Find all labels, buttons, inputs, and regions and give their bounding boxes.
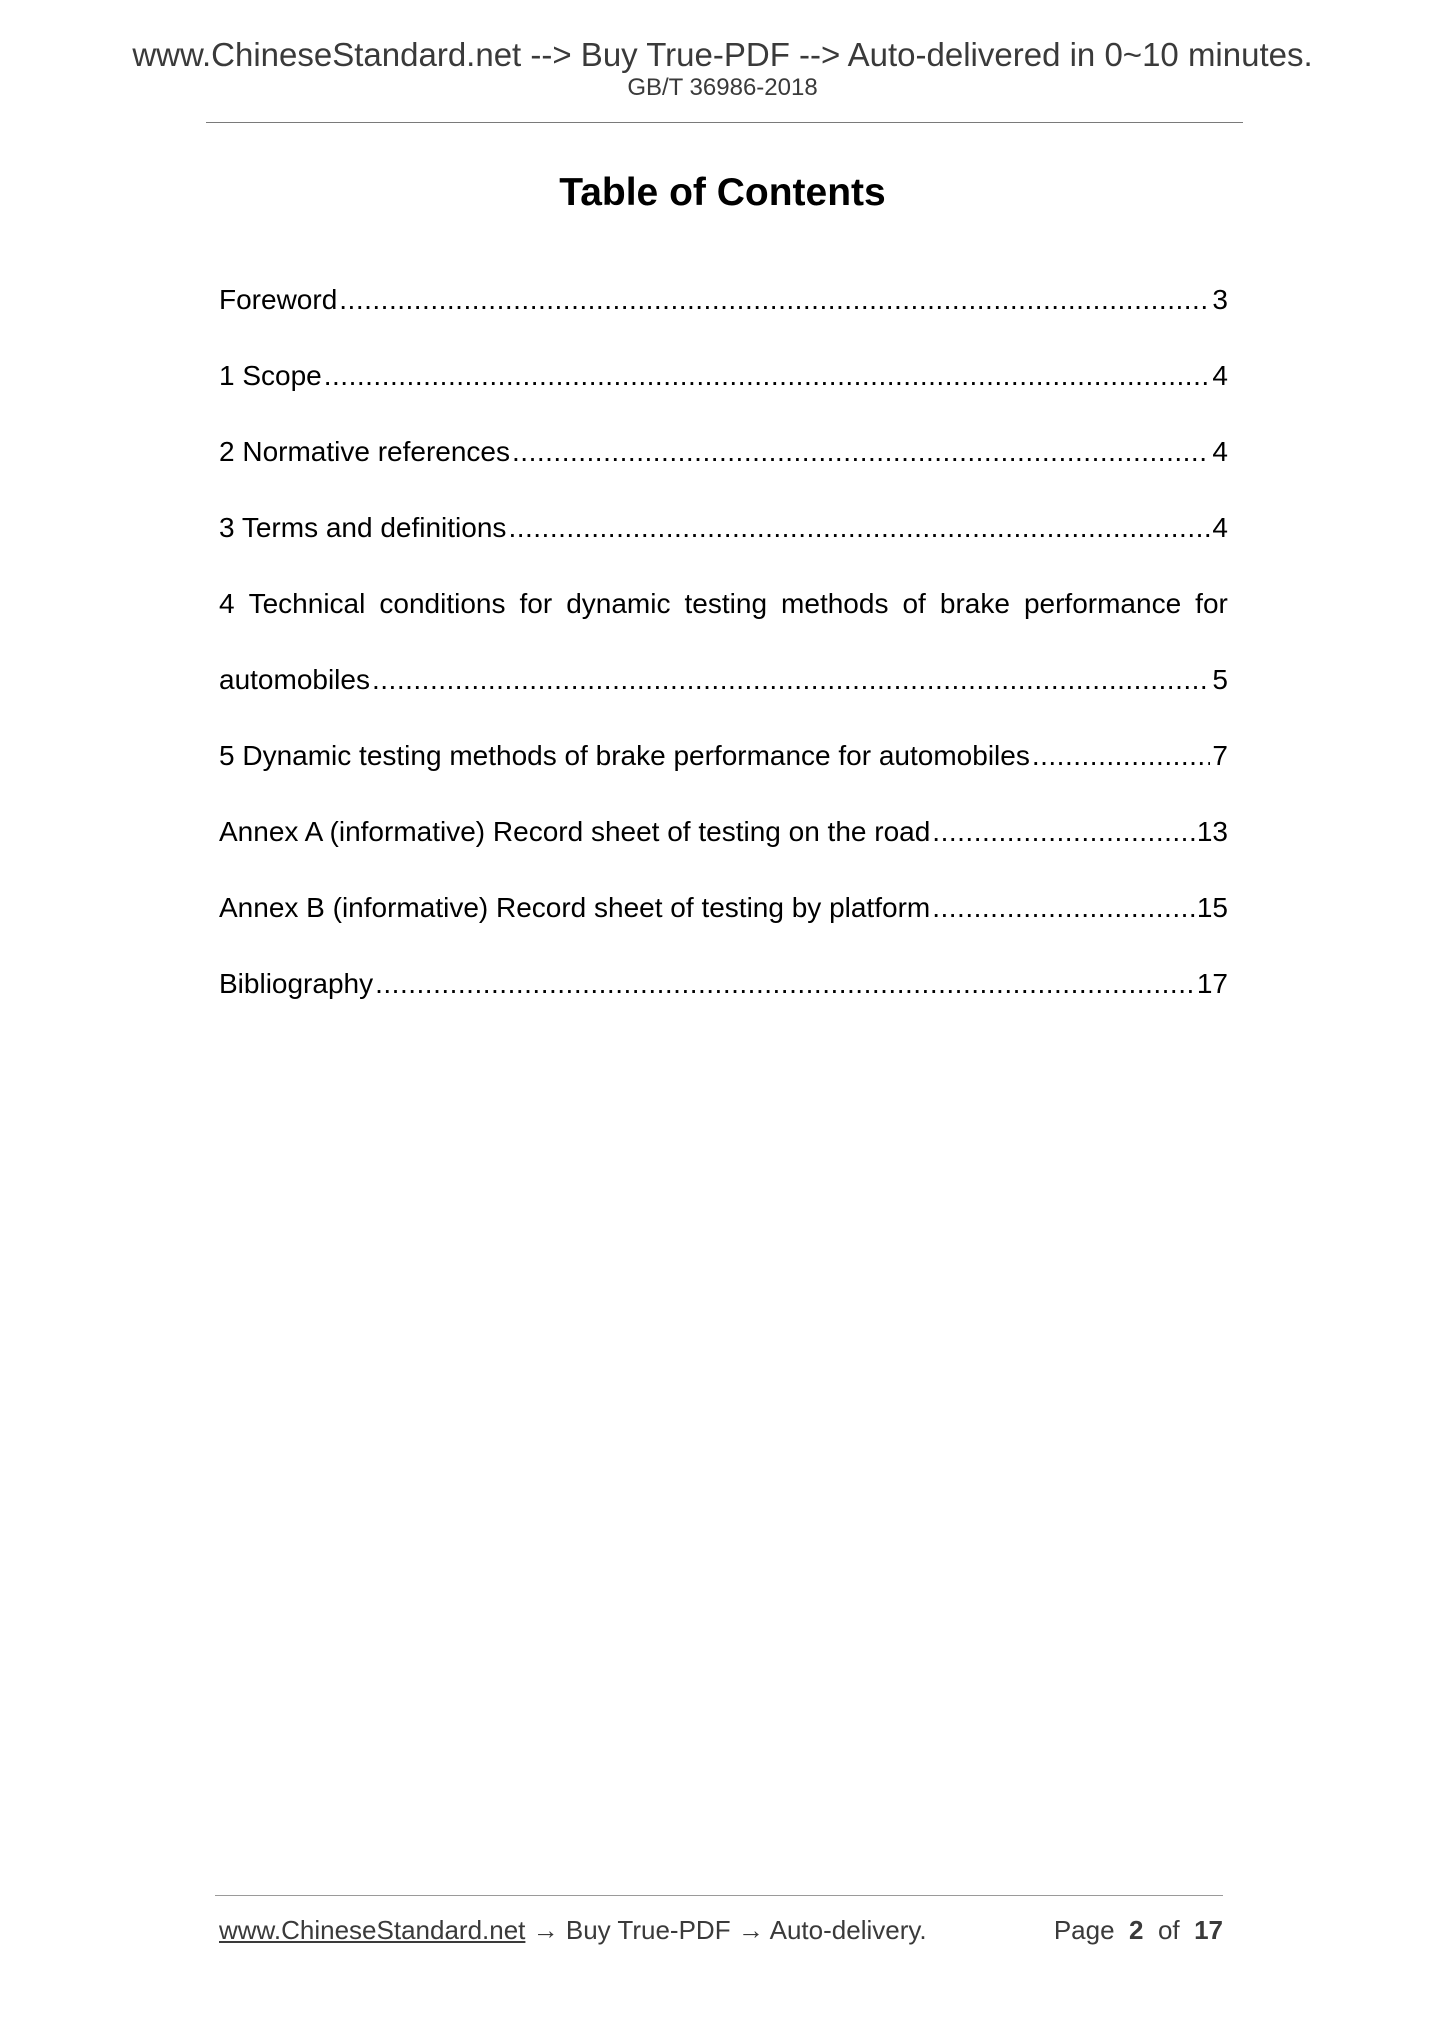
toc-page-number: 4 (1212, 360, 1228, 391)
footer-divider (215, 1895, 1223, 1896)
toc-dot-leader (508, 514, 1210, 542)
page-title: Table of Contents (559, 171, 886, 214)
toc-page-number: 7 (1212, 740, 1228, 771)
toc-entry-annex-a[interactable] (219, 818, 1228, 894)
toc-entry-dynamic-testing-methods[interactable] (219, 742, 1228, 818)
toc-entry-title: 3 Terms and definitions (219, 512, 507, 543)
toc-dot-leader (932, 894, 1195, 922)
toc-page-number: 4 (1212, 512, 1228, 543)
total-page-count: 17 (1194, 1915, 1223, 1945)
toc-dot-leader (324, 362, 1211, 390)
toc-entry-technical-conditions-line1[interactable] (219, 590, 1228, 666)
document-code: GB/T 36986-2018 (627, 74, 818, 101)
toc-entry-scope[interactable] (219, 362, 1228, 438)
toc-word: dynamic (566, 588, 671, 619)
toc-dot-leader (512, 438, 1210, 466)
header-divider (206, 122, 1243, 123)
page-word: Page (1053, 1915, 1115, 1945)
toc-word: conditions (379, 588, 506, 619)
toc-page-number: 17 (1196, 968, 1228, 999)
toc-entry-title: 1 Scope (219, 360, 322, 391)
toc-word: performance (1023, 588, 1182, 619)
toc-page-number: 15 (1196, 892, 1228, 923)
toc-entry-title: Annex A (informative) Record sheet of testing on the road (219, 816, 931, 847)
current-page-number: 2 (1129, 1915, 1144, 1945)
toc-dot-leader (932, 818, 1195, 846)
toc-word: Technical (248, 588, 366, 619)
toc-entry-foreword[interactable] (219, 286, 1228, 362)
table-of-contents (219, 286, 1228, 1046)
header-banner: www.ChineseStandard.net --> Buy True-PDF --> Auto-delivered in 0~10 minutes. (132, 36, 1313, 73)
toc-entry-title: 5 Dynamic testing methods of brake performance for automobiles (219, 740, 1030, 771)
toc-entry-title: Annex B (informative) Record sheet of testing by platform (219, 892, 931, 923)
toc-dot-leader (339, 286, 1210, 314)
toc-entry-normative-references[interactable] (219, 438, 1228, 514)
toc-word: of (902, 588, 926, 619)
toc-dot-leader (375, 970, 1195, 998)
page-indicator (1054, 1917, 1223, 1943)
toc-page-number: 13 (1196, 816, 1228, 847)
footer (219, 1917, 1223, 1943)
toc-entry-title: automobiles (219, 664, 370, 695)
toc-page-number: 4 (1212, 436, 1228, 467)
toc-word: brake (939, 588, 1010, 619)
toc-word: testing (684, 588, 768, 619)
toc-entry-terms-definitions[interactable] (219, 514, 1228, 590)
toc-entry-title: Bibliography (219, 968, 374, 999)
toc-entry-annex-b[interactable] (219, 894, 1228, 970)
toc-word: for (519, 588, 553, 619)
toc-dot-leader (1032, 742, 1211, 770)
of-word: of (1157, 1915, 1180, 1945)
arrow-right-icon: → (532, 1915, 559, 1945)
footer-delivery-text: Auto-delivery. (769, 1915, 927, 1945)
footer-buy-text: Buy True-PDF (565, 1915, 731, 1945)
toc-word: 4 (219, 588, 235, 619)
toc-dot-leader (372, 666, 1210, 694)
toc-entry-title: 2 Normative references (219, 436, 511, 467)
arrow-right-icon: → (737, 1915, 764, 1945)
toc-page-number: 5 (1212, 664, 1228, 695)
toc-page-number: 3 (1212, 284, 1228, 315)
toc-word: methods (781, 588, 889, 619)
toc-entry-title: Foreword (219, 284, 338, 315)
toc-entry-technical-conditions-line2[interactable] (219, 666, 1228, 742)
footer-site-link[interactable]: www.ChineseStandard.net (219, 1915, 526, 1945)
toc-entry-bibliography[interactable] (219, 970, 1228, 1046)
toc-word: for (1195, 588, 1228, 619)
